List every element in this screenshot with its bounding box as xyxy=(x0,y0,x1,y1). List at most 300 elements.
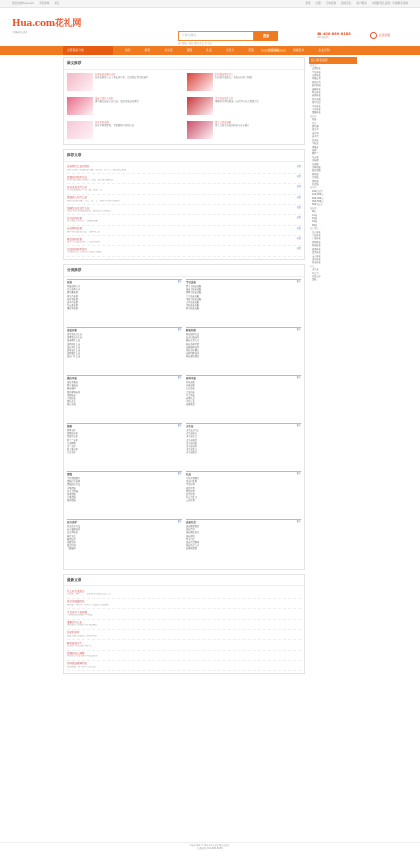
category-link[interactable]: 企业订花 xyxy=(186,400,195,404)
category-link[interactable]: 巧克力礼盒 xyxy=(186,496,197,500)
category-name[interactable]: 节日送花 xyxy=(186,280,197,284)
category-link[interactable]: 送老师什么花 xyxy=(67,339,81,343)
sidebar-link[interactable]: 道歉鲜花 xyxy=(312,87,321,91)
category-link[interactable]: 求婚送花 xyxy=(67,393,76,397)
article-summary: 勿忘我、紫罗兰、三色堇都可以表达思念之情 xyxy=(67,593,111,596)
category-link[interactable]: 母亲节送花攻略 xyxy=(186,288,202,292)
article-more-link[interactable]: 查看 xyxy=(296,237,301,241)
article-more-link[interactable]: 查看 xyxy=(296,216,301,220)
category-link[interactable]: 永生花是什么 xyxy=(186,429,200,432)
category-link[interactable]: 蛋糕保存方法 xyxy=(67,483,81,487)
flower-image[interactable] xyxy=(187,97,213,115)
category-name[interactable]: 礼品 xyxy=(186,472,192,476)
category-name[interactable]: 送花对象 xyxy=(67,328,78,332)
category-more-link[interactable]: 更多 xyxy=(296,519,301,523)
article-title[interactable]: 适合送闺蜜的花 xyxy=(67,600,85,604)
nav-item[interactable]: 首页 xyxy=(125,47,131,52)
sidebar-link[interactable]: 非洲菊 xyxy=(312,162,319,166)
sidebar-link[interactable]: 100-200元 xyxy=(312,193,324,197)
sidebar-link[interactable]: 成都鲜花 xyxy=(312,247,321,251)
sidebar-link[interactable]: 祝福庆贺 xyxy=(312,80,321,84)
sidebar-link[interactable]: 勿忘我 xyxy=(312,155,319,159)
sidebar-link[interactable]: 500元以上 xyxy=(312,203,323,207)
sidebar-link[interactable]: 33枝 xyxy=(312,220,317,224)
picture-item-text xyxy=(215,97,259,117)
nav-item[interactable]: 花篮 xyxy=(248,47,254,52)
category-link[interactable]: 公仔礼物 xyxy=(186,499,195,503)
category-link[interactable]: 送花礼仪大全 xyxy=(186,544,200,548)
category-header xyxy=(186,473,301,476)
category-block xyxy=(186,327,301,375)
category-link[interactable]: 胸花选择 xyxy=(67,387,76,391)
category-link[interactable]: 鲜花保鲜方法 xyxy=(186,333,200,336)
category-block xyxy=(186,423,301,471)
sidebar-link[interactable]: 南京鲜花 xyxy=(312,254,321,258)
category-block xyxy=(186,375,301,423)
copyright-text: Copyright © Hua.com 花礼网 版权所有 xyxy=(189,844,231,847)
article-title[interactable]: 探望病人送什么花 xyxy=(67,196,88,200)
article-title[interactable]: 生日送多少朵玫瑰 xyxy=(67,610,88,614)
latest-list xyxy=(64,586,304,673)
category-link[interactable]: 教师节送花攻略 xyxy=(186,291,202,295)
category-link[interactable]: 庆典花篮 xyxy=(186,384,195,388)
category-link[interactable]: 富贵竹养护 xyxy=(67,435,78,439)
sidebar-link[interactable]: 巧克力 xyxy=(312,271,319,275)
category-link[interactable]: 会议用花 xyxy=(186,390,195,394)
picture-item[interactable] xyxy=(187,97,301,117)
category-link[interactable]: 永生花制作 xyxy=(186,444,197,448)
category-link[interactable]: 婚礼现场布置 xyxy=(67,390,81,394)
category-link[interactable]: 君子兰养护 xyxy=(67,438,78,442)
nav-item[interactable]: 送花攻略 xyxy=(261,49,286,53)
sidebar-link[interactable]: 重庆鲜花 xyxy=(312,257,321,261)
category-header xyxy=(67,377,182,380)
article-title[interactable]: 送花的讲究 xyxy=(67,631,80,635)
category-link[interactable]: 送同事什么花 xyxy=(67,352,81,356)
sidebar-link[interactable]: 99枝 xyxy=(312,223,317,227)
category-link[interactable]: 情人节送花攻略 xyxy=(186,285,202,288)
article-row xyxy=(67,246,301,256)
article-summary: 观察花瓣、花茎与叶片的状态 xyxy=(67,665,96,668)
category-link[interactable]: 盆栽浇水方法 xyxy=(67,525,81,528)
site-logo[interactable]: Hua.com花礼网 中国鲜花礼品网 xyxy=(12,19,82,35)
chat-icon xyxy=(370,32,377,39)
category-link[interactable]: 绿萝养护 xyxy=(67,429,76,432)
category-link[interactable]: 生日礼物推荐 xyxy=(186,477,200,480)
category-link[interactable]: 切花养护要点 xyxy=(186,348,200,352)
category-header xyxy=(67,281,182,284)
article-row xyxy=(67,661,301,671)
category-link[interactable]: 情侣礼物 xyxy=(186,489,195,493)
article-more-link[interactable]: 查看 xyxy=(296,185,301,189)
article-row xyxy=(67,651,301,661)
sidebar-link[interactable]: 永生花 xyxy=(312,268,319,272)
hot-keywords[interactable]: 热门搜索: 鲜花 蛋糕 礼品 永生花 xyxy=(178,42,212,45)
category-link[interactable]: 送朋友什么花 xyxy=(67,348,81,352)
sidebar-link[interactable]: 桔梗 xyxy=(312,148,317,152)
article-summary: 开业送花篮寓意生意兴隆，财源广进 xyxy=(67,189,102,192)
category-link[interactable]: 纪念日礼物 xyxy=(186,480,197,484)
sidebar-link[interactable]: 杭州鲜花 xyxy=(312,244,321,248)
category-link[interactable]: 郁金香花语 xyxy=(67,294,78,298)
category-link[interactable]: 满天星花语 xyxy=(67,300,78,304)
sidebar-link[interactable]: 扶郎花 xyxy=(312,138,319,142)
category-block xyxy=(186,519,301,567)
sidebar-list xyxy=(309,64,357,282)
category-header xyxy=(67,473,182,476)
category-link[interactable]: 长辈礼物 xyxy=(186,492,195,496)
category-grid xyxy=(64,277,304,569)
sidebar-link[interactable]: 11枝 xyxy=(312,213,317,217)
category-link[interactable]: 花瓶选择技巧 xyxy=(186,345,200,349)
category-link[interactable]: 多肉植物 xyxy=(67,441,76,445)
category-link[interactable]: 温度控制 xyxy=(67,544,76,548)
sidebar-link[interactable]: 节日鲜花 xyxy=(312,108,321,112)
sidebar-link[interactable]: 上海鲜花 xyxy=(312,234,321,238)
article-summary: 不同数量的玫瑰有不同寓意 xyxy=(67,614,94,617)
category-link[interactable]: 送妈妈什么花 xyxy=(67,342,81,346)
online-service[interactable]: 在线客服 xyxy=(370,32,390,39)
picture-item-text xyxy=(215,73,252,93)
sidebar-link[interactable]: 香槟玫瑰 xyxy=(312,165,321,169)
top-bar xyxy=(0,0,420,8)
sidebar-link[interactable]: 生日鲜花 xyxy=(312,70,321,74)
sidebar-link[interactable]: 感谢鲜花 xyxy=(312,111,321,115)
logo-subtitle: 中国鲜花礼品网 xyxy=(12,31,27,35)
nav-items xyxy=(118,49,336,53)
article-title[interactable]: 郁金香的花语 xyxy=(67,237,83,241)
category-link[interactable]: 永生花推荐 xyxy=(186,451,197,455)
category-link[interactable]: 祝寿蛋糕 xyxy=(67,499,76,503)
article-title[interactable]: 玫瑰花怎么保鲜 xyxy=(67,652,85,656)
article-title[interactable]: 送老师什么花比较好 xyxy=(67,165,90,169)
nav-item[interactable]: 企业订购 xyxy=(318,47,330,52)
sidebar-group-title: 按花材 xyxy=(310,114,317,118)
category-link[interactable]: 创意礼物 xyxy=(186,486,195,490)
category-name[interactable]: 花语 xyxy=(67,280,73,284)
category-name[interactable]: 永生花 xyxy=(186,424,194,428)
sidebar-link[interactable]: 问候长辈 xyxy=(312,77,321,81)
article-row xyxy=(67,630,301,640)
flower-image[interactable] xyxy=(67,97,93,115)
category-name[interactable]: 商务用花 xyxy=(186,376,197,380)
picture-item[interactable] xyxy=(187,73,301,93)
picture-item-title[interactable]: 情人节送花攻略 xyxy=(215,120,232,124)
sidebar-link[interactable]: 深圳鲜花 xyxy=(312,240,321,244)
category-header xyxy=(67,329,182,332)
category-link[interactable]: 慕斯蛋糕 xyxy=(67,492,76,496)
article-row xyxy=(67,215,301,225)
category-link[interactable]: 土壤选择 xyxy=(67,547,76,551)
category-link[interactable]: 花篮寓意 xyxy=(186,403,195,407)
category-link[interactable]: 花材搭配技巧 xyxy=(186,352,200,356)
sidebar-link[interactable]: 紫罗兰 xyxy=(312,152,319,156)
sidebar-link[interactable]: 粉玫瑰 xyxy=(312,172,319,176)
category-link[interactable]: 元旦送花攻略 xyxy=(186,300,200,304)
picture-item-title[interactable]: 红玫瑰花语是什么 xyxy=(215,72,234,76)
welcome-text: 欢迎来到Hua.com xyxy=(12,1,34,5)
category-link[interactable]: 向日葵花语 xyxy=(67,297,78,301)
category-link[interactable]: 芦荟养护 xyxy=(67,451,76,455)
category-link[interactable]: 插花艺术入门 xyxy=(186,339,200,343)
sidebar-link[interactable]: 19枝 xyxy=(312,217,317,221)
article-row xyxy=(67,236,301,246)
category-more-link[interactable]: 更多 xyxy=(296,471,301,475)
sidebar-link[interactable]: 武汉鲜花 xyxy=(312,251,321,255)
nav-item[interactable]: 绿植花卉 xyxy=(293,47,305,52)
category-link[interactable]: 送花禁忌 xyxy=(186,528,195,532)
article-title[interactable]: 百合花的花语 xyxy=(67,216,83,220)
register-link[interactable]: 注册 xyxy=(315,1,321,5)
category-link[interactable]: 生日蛋糕推荐 xyxy=(67,477,81,480)
category-header xyxy=(186,521,301,524)
category-link[interactable]: 花卉施肥技巧 xyxy=(67,528,81,532)
category-link[interactable]: 婚房布置 xyxy=(67,403,76,407)
picture-item-title[interactable]: 长寿花的花语与养护 xyxy=(95,72,116,76)
article-more-link[interactable]: 查看 xyxy=(296,206,301,210)
sidebar-group-title: 按价格 xyxy=(310,186,317,190)
search-box xyxy=(178,31,278,41)
picture-item-title[interactable]: 生日送花送什么好 xyxy=(215,96,234,100)
category-header xyxy=(67,425,182,428)
category-more-link[interactable]: 更多 xyxy=(177,519,182,523)
sidebar-link[interactable]: 慰问探望 xyxy=(312,84,321,88)
sidebar-link[interactable]: 300-500元 xyxy=(312,200,324,204)
category-more-link[interactable]: 更多 xyxy=(296,279,301,283)
nav-item[interactable]: 巧克力 xyxy=(225,47,235,52)
login-link[interactable]: 登录 xyxy=(305,1,311,5)
picture-item[interactable] xyxy=(67,121,181,141)
sidebar-link[interactable]: 毕业鲜花 xyxy=(312,104,321,108)
flower-image[interactable] xyxy=(187,73,213,91)
search-button[interactable]: 搜索 xyxy=(254,31,278,41)
sidebar-link[interactable]: 周年纪念 xyxy=(312,101,321,105)
picture-item-title[interactable]: 母亲节送什么花好 xyxy=(95,96,114,100)
category-link[interactable]: 年会用花 xyxy=(186,393,195,397)
article-title[interactable]: 结婚纪念日送什么花 xyxy=(67,206,90,210)
category-name[interactable]: 花卉养护 xyxy=(67,520,78,524)
sidebar-link[interactable]: 开业花篮 xyxy=(312,97,321,101)
flower-image[interactable] xyxy=(187,121,213,139)
category-link[interactable]: 毕业礼物 xyxy=(186,483,195,487)
category-name[interactable]: 鲜花知识 xyxy=(186,328,197,332)
article-row xyxy=(67,609,301,619)
sidebar-link[interactable]: 绣球花 xyxy=(312,145,319,149)
category-more-link[interactable]: 更多 xyxy=(296,327,301,331)
picture-item-desc: 满天星象征配角，甘愿做绿叶衬托红花 xyxy=(95,123,135,127)
category-link[interactable]: 送花注意事项 xyxy=(186,540,200,544)
category-link[interactable]: 送花颜色讲究 xyxy=(186,531,200,535)
article-more-link[interactable]: 查看 xyxy=(296,247,301,251)
category-name[interactable]: 绿植 xyxy=(67,424,73,428)
article-title[interactable]: 什么花代表思念 xyxy=(67,589,85,593)
category-link[interactable]: 换盆方法 xyxy=(67,534,76,538)
picture-item-text xyxy=(215,121,249,141)
category-link[interactable]: 百合花语大全 xyxy=(67,288,81,292)
sidebar-link[interactable]: 黄玫瑰 xyxy=(312,179,319,183)
category-recommend-title: 分类推荐 xyxy=(64,265,304,277)
category-more-link[interactable]: 更多 xyxy=(177,327,182,331)
category-link[interactable]: 永生花优点 xyxy=(186,448,197,452)
article-title[interactable]: 水仙花的养护技巧 xyxy=(67,247,88,251)
sidebar-link[interactable]: 蛋糕 xyxy=(312,278,317,282)
article-row xyxy=(67,164,301,174)
sidebar-link[interactable]: 婚庆鲜花 xyxy=(312,91,321,95)
category-more-link[interactable]: 更多 xyxy=(177,471,182,475)
sidebar-link[interactable]: 北京鲜花 xyxy=(312,230,321,234)
category-name[interactable]: 婚庆用花 xyxy=(67,376,78,380)
category-link[interactable]: 永生花寓意 xyxy=(186,438,197,442)
category-link[interactable]: 中秋送花攻略 xyxy=(186,304,200,308)
flower-image[interactable] xyxy=(67,73,93,91)
order-query-link[interactable]: 订单查询 xyxy=(325,1,337,5)
category-link[interactable]: 儿童蛋糕 xyxy=(67,496,76,500)
picture-item-desc: 康乃馨是母亲节的首选，表达对母亲的感恩 xyxy=(95,99,139,103)
category-more-link[interactable]: 更多 xyxy=(177,423,182,427)
category-link[interactable]: 仙人掌养护 xyxy=(67,448,78,452)
category-menu[interactable]: 全部商品分类 xyxy=(63,46,113,55)
category-more-link[interactable]: 更多 xyxy=(296,423,301,427)
sidebar-link[interactable]: 向日葵 xyxy=(312,131,319,135)
latest-articles-panel xyxy=(63,574,305,675)
article-row xyxy=(67,588,301,598)
category-link[interactable]: 康乃馨花语 xyxy=(67,291,78,295)
article-row xyxy=(67,226,301,236)
category-link[interactable]: 开业花篮 xyxy=(186,381,195,384)
category-link[interactable]: 贺卡写法 xyxy=(186,537,195,541)
category-link[interactable]: 送花数量寓意 xyxy=(186,525,200,528)
category-link[interactable]: 修剪技巧 xyxy=(67,537,76,541)
customer-service-link[interactable]: 客户服务 xyxy=(356,1,367,5)
picture-item-text xyxy=(95,73,148,93)
sidebar-link[interactable]: 康乃馨 xyxy=(312,125,319,129)
sidebar-link[interactable]: 郁金香 xyxy=(312,128,319,132)
article-summary: 粉玫瑰、向日葵、满天星等都很适合送闺蜜 xyxy=(67,603,109,606)
sidebar-link[interactable]: 满天星 xyxy=(312,135,319,139)
category-link[interactable]: 巧克力蛋糕 xyxy=(67,489,78,493)
nav-item[interactable]: 蛋糕 xyxy=(186,47,193,52)
category-link[interactable]: 乔迁送花 xyxy=(186,387,195,391)
article-row xyxy=(67,195,301,205)
sidebar-link[interactable]: 玫瑰 xyxy=(312,118,317,122)
sidebar-link[interactable]: 毛绒公仔 xyxy=(312,274,321,278)
category-link[interactable]: 七夕送花攻略 xyxy=(186,294,200,298)
category-link[interactable]: 送长辈什么花 xyxy=(67,345,81,349)
sidebar-link[interactable]: 100元以下 xyxy=(312,189,323,193)
category-link[interactable]: 商务礼品 xyxy=(186,396,195,400)
sidebar-link[interactable]: 商务鲜花 xyxy=(312,94,321,98)
category-link[interactable]: 鲜花颜色寓意 xyxy=(186,355,200,359)
category-link[interactable]: 花语祝福语 xyxy=(186,547,197,551)
nav-item[interactable]: 永生花 xyxy=(164,47,173,52)
category-link[interactable]: 送客户什么花 xyxy=(67,355,81,359)
mobile-link[interactable]: 手机商城 xyxy=(38,1,50,5)
article-title[interactable]: 如何挑选新鲜的花 xyxy=(67,662,88,666)
category-more-link[interactable]: 更多 xyxy=(177,279,182,283)
article-more-link[interactable]: 查看 xyxy=(296,195,301,199)
category-name[interactable]: 蛋糕 xyxy=(67,472,73,476)
category-link[interactable]: 蛋糕尺寸选择 xyxy=(67,480,81,484)
category-more-link[interactable]: 更多 xyxy=(296,375,301,379)
category-link[interactable]: 订婚送花 xyxy=(67,396,76,400)
picture-item-title[interactable]: 满天星的花语 xyxy=(95,120,109,124)
my-account-link[interactable]: 我的花礼 xyxy=(341,1,352,5)
sidebar-link[interactable]: 蓝色妖姬 xyxy=(312,169,321,173)
article-title[interactable]: 道歉送什么花 xyxy=(67,621,83,624)
article-summary: 鲜切花一般可保持5到7天 xyxy=(67,645,92,648)
flower-image[interactable] xyxy=(67,121,93,139)
category-link[interactable]: 吊兰养护 xyxy=(67,444,76,448)
article-more-link[interactable]: 查看 xyxy=(296,226,301,230)
sidebar-link[interactable]: 爱情鲜花 xyxy=(312,67,321,71)
article-title[interactable]: 鲜花能放多久 xyxy=(67,641,83,645)
sidebar-link[interactable]: 马蹄莲 xyxy=(312,142,319,146)
category-link[interactable]: 鲜花品种介绍 xyxy=(186,342,200,346)
category-link[interactable]: 婚礼花艺 xyxy=(67,400,76,404)
brand-link[interactable]: 花礼 xyxy=(54,1,60,5)
sidebar-link[interactable]: 9枝 xyxy=(312,210,316,214)
footer-hotline: 客服热线 400-889-8188 xyxy=(197,846,223,850)
article-row xyxy=(67,640,301,650)
sidebar-link[interactable]: 友情鲜花 xyxy=(312,73,321,77)
category-link[interactable]: 光照需求 xyxy=(67,540,76,544)
article-more-link[interactable]: 查看 xyxy=(296,164,301,168)
article-row xyxy=(67,205,301,215)
picture-item[interactable] xyxy=(187,121,301,141)
article-more-link[interactable]: 查看 xyxy=(296,175,301,179)
picture-item-desc: 根据对方喜好挑选，向日葵与百合都很合适 xyxy=(215,99,259,103)
category-header xyxy=(186,377,301,380)
sidebar-link[interactable]: 西安鲜花 xyxy=(312,261,321,265)
category-link[interactable]: 永生花礼盒 xyxy=(186,435,197,439)
search-input[interactable]: 订单/关键词 xyxy=(178,31,254,41)
category-link[interactable]: 永生花保存 xyxy=(186,432,197,436)
sidebar-link[interactable]: 白玫瑰 xyxy=(312,176,319,180)
category-link[interactable]: 病虫害防治 xyxy=(67,531,78,535)
article-title[interactable]: 向日葵的花语 xyxy=(67,227,83,231)
category-link[interactable]: 水果蛋糕 xyxy=(67,486,76,490)
category-link[interactable]: 新娘手捧花 xyxy=(67,381,78,384)
nav-item[interactable]: 礼品 xyxy=(206,47,212,52)
sidebar-link[interactable]: 洋桔梗 xyxy=(312,159,319,163)
category-link[interactable]: 送女朋友什么花 xyxy=(67,333,83,336)
category-name[interactable]: 送花礼仪 xyxy=(186,520,197,524)
category-link[interactable]: 送男朋友什么花 xyxy=(67,336,83,340)
sidebar-link[interactable]: 百合 xyxy=(312,121,317,125)
category-link[interactable]: 春节送花攻略 xyxy=(186,307,200,311)
category-more-link[interactable]: 更多 xyxy=(177,375,182,379)
category-link[interactable]: 发财树养护 xyxy=(67,432,78,436)
category-link[interactable]: 玫瑰花语大全 xyxy=(67,285,81,288)
nav-item[interactable]: 鲜花 xyxy=(144,47,151,52)
picture-item[interactable] xyxy=(67,97,181,117)
sidebar-link[interactable]: 红玫瑰 xyxy=(312,182,319,186)
category-link[interactable]: 花束包装技巧 xyxy=(186,336,200,340)
picture-item[interactable] xyxy=(67,73,181,93)
category-link[interactable]: 薰衣草花语 xyxy=(67,307,78,311)
category-link[interactable]: 婚车装饰花 xyxy=(67,384,78,388)
category-link[interactable]: 圣诞节送花攻略 xyxy=(186,297,202,301)
category-link[interactable]: 永生花价格 xyxy=(186,441,197,445)
sidebar-link[interactable]: 200-300元 xyxy=(312,196,324,200)
category-block xyxy=(67,375,182,423)
article-title[interactable]: 玫瑰花的养护方法 xyxy=(67,175,88,179)
picture-grid xyxy=(64,70,304,144)
sidebar-link[interactable]: 广州鲜花 xyxy=(312,237,321,241)
article-title[interactable]: 开业送花送什么好 xyxy=(67,185,88,189)
category-link[interactable]: 勿忘我花语 xyxy=(67,304,78,308)
category-link[interactable]: 送花时机 xyxy=(186,534,195,538)
